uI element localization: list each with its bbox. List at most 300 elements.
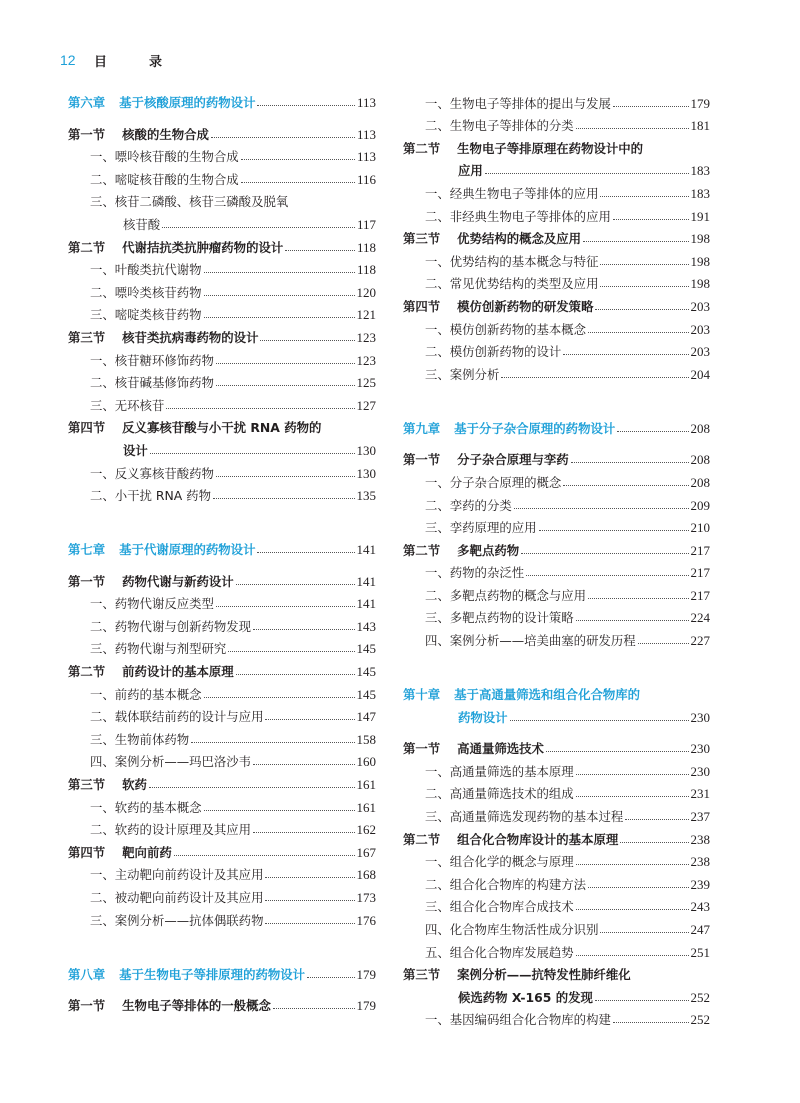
entry-title: 四、化合物库生物活性成分识别 <box>425 922 599 937</box>
entry-title: 三、高通量筛选发现药物的基本过程 <box>425 809 624 825</box>
entry-title: 四、案例分析——培美曲塞的研发历程 <box>425 633 636 649</box>
entry-title: 模仿创新药物的研发策略 <box>457 298 594 314</box>
entry-title: 代谢拮抗类抗肿瘤药物的设计 <box>122 239 284 255</box>
entry-page-number: 161 <box>356 777 376 793</box>
entry-label <box>90 353 214 368</box>
entry-label <box>123 443 148 458</box>
entry-label <box>425 565 524 580</box>
entry-title: 二、药物代谢与创新药物发现 <box>90 618 252 634</box>
entry-page-number: 208 <box>690 474 710 490</box>
entry-label <box>90 398 164 413</box>
dot-leader <box>265 877 354 878</box>
entry-label <box>425 588 586 603</box>
spacer <box>403 648 710 680</box>
entry-number: 第九章 <box>403 420 441 436</box>
entry-page-number: 130 <box>356 442 376 458</box>
entry-page-number: 198 <box>690 276 710 292</box>
entry-label <box>90 732 189 747</box>
spacer <box>68 110 376 119</box>
entry-label <box>90 913 263 928</box>
toc-subsection-entry[interactable] <box>403 467 710 490</box>
entry-label <box>458 163 483 178</box>
toc-subsection-entry[interactable] <box>403 801 710 824</box>
entry-label <box>68 95 255 110</box>
toc-subsection-entry[interactable] <box>403 756 710 779</box>
toc-subsection-entry[interactable] <box>68 792 376 815</box>
toc-subsection-entry[interactable] <box>68 724 376 747</box>
entry-title: 一、分子杂合原理的概念 <box>425 474 562 490</box>
entry-title: 药物代谢与新药设计 <box>122 573 234 589</box>
entry-title: 三、生物前体药物 <box>90 731 190 747</box>
entry-page-number: 181 <box>690 118 710 134</box>
toc-section-entry[interactable] <box>68 232 376 255</box>
entry-page-number: 143 <box>356 618 376 634</box>
dot-leader <box>191 742 354 743</box>
entry-title: 三、无环核苷 <box>90 397 165 413</box>
dot-leader <box>576 864 689 865</box>
entry-title: 二、软药的设计原理及其应用 <box>90 822 252 838</box>
entry-page-number: 238 <box>690 854 710 870</box>
entry-label <box>123 217 160 232</box>
dot-leader <box>600 932 688 933</box>
entry-page-number: 145 <box>356 686 376 702</box>
entry-page-number: 123 <box>356 329 376 345</box>
entry-title: 三、孪药原理的应用 <box>425 520 537 536</box>
entry-number: 第四节 <box>68 844 106 860</box>
entry-number: 第二节 <box>403 542 441 558</box>
entry-title: 设计 <box>123 442 148 458</box>
toc-subsection-entry[interactable] <box>403 513 710 536</box>
entry-title: 前药设计的基本原理 <box>122 664 234 680</box>
toc-subsection-entry[interactable] <box>68 679 376 702</box>
toc-subsection-entry[interactable] <box>403 359 710 382</box>
toc-subsection-entry[interactable] <box>403 892 710 915</box>
page-header <box>60 50 162 70</box>
dot-leader <box>600 286 688 287</box>
entry-title: 一、经典生物电子等排体的应用 <box>425 185 599 201</box>
dot-leader <box>257 105 355 106</box>
toc-entry-continuation[interactable] <box>403 156 710 179</box>
toc-subsection-entry[interactable] <box>68 277 376 300</box>
entry-title: 三、案例分析 <box>425 366 500 382</box>
toc-subsection-entry[interactable] <box>403 1005 710 1028</box>
toc-chapter-entry[interactable] <box>403 414 710 436</box>
entry-title: 一、生物电子等排体的提出与发展 <box>425 95 611 111</box>
entry-page-number: 168 <box>356 867 376 883</box>
entry-label <box>425 633 636 648</box>
dot-leader <box>501 377 688 378</box>
entry-label <box>90 867 263 882</box>
entry-page-number: 141 <box>356 542 376 558</box>
entry-title: 一、叶酸类抗代谢物 <box>90 262 202 278</box>
entry-page-number: 127 <box>356 397 376 413</box>
entry-page-number: 179 <box>356 998 376 1014</box>
toc-subsection-entry[interactable] <box>403 88 710 111</box>
entry-label <box>68 777 147 792</box>
dot-leader <box>307 977 354 978</box>
dot-leader <box>576 909 689 910</box>
toc-right-column <box>403 88 710 1027</box>
dot-leader <box>546 751 689 752</box>
entry-page-number: 238 <box>690 831 710 847</box>
toc-subsection-entry[interactable] <box>68 345 376 368</box>
entry-title: 优势结构的概念及应用 <box>457 231 582 247</box>
entry-title: 一、组合化学的概念与原理 <box>425 854 574 870</box>
toc-subsection-entry[interactable] <box>68 634 376 657</box>
entry-title: 三、案例分析——抗体偶联药物 <box>90 912 264 928</box>
dot-leader <box>211 137 355 138</box>
entry-page-number: 173 <box>356 890 376 905</box>
toc-subsection-entry[interactable] <box>68 300 376 323</box>
toc-subsection-entry[interactable] <box>68 589 376 612</box>
dot-leader <box>265 923 354 924</box>
entry-title: 二、载体联结前药的设计与应用 <box>90 709 264 725</box>
toc-subsection-entry[interactable] <box>403 201 710 224</box>
entry-number: 第四节 <box>403 298 441 314</box>
dot-leader <box>204 272 355 273</box>
toc-chapter-continuation[interactable] <box>403 702 710 725</box>
dot-leader <box>613 1022 689 1023</box>
dot-leader <box>571 462 689 463</box>
entry-page-number: 247 <box>690 922 710 937</box>
entry-label <box>425 96 611 111</box>
entry-title: 二、小干扰 RNA 药物 <box>90 488 211 504</box>
dot-leader <box>576 620 689 621</box>
entry-title: 一、核苷糖环修饰药物 <box>90 352 214 368</box>
toc-subsection-entry[interactable] <box>403 937 710 960</box>
toc-subsection-entry[interactable] <box>403 111 710 134</box>
toc-subsection-entry[interactable] <box>403 178 710 201</box>
entry-number: 第二节 <box>403 140 441 156</box>
toc-subsection-entry[interactable] <box>68 747 376 770</box>
entry-page-number: 224 <box>690 610 710 626</box>
toc-subsection-entry[interactable] <box>403 580 710 603</box>
toc-subsection-entry[interactable] <box>403 869 710 892</box>
entry-title: 核酸的生物合成 <box>122 126 209 142</box>
entry-title: 组合化合物库设计的基本原理 <box>457 831 619 847</box>
dot-leader <box>253 629 354 630</box>
entry-title: 三、药物代谢与剂型研究 <box>90 641 227 657</box>
dot-leader <box>485 173 689 174</box>
entry-label <box>425 945 574 960</box>
entry-title: 基于高通量筛选和组合化合物库的 <box>454 687 641 703</box>
entry-label <box>90 285 202 300</box>
toc-chapter-entry[interactable] <box>403 680 710 702</box>
entry-title: 高通量筛选技术 <box>457 741 544 757</box>
dot-leader <box>588 332 688 333</box>
entry-number: 第十章 <box>403 687 441 703</box>
entry-page-number: 118 <box>356 239 376 255</box>
entry-number: 第二节 <box>68 664 106 680</box>
entry-title: 一、药物的杂泛性 <box>425 565 525 581</box>
entry-title: 生物电子等排体的一般概念 <box>122 998 271 1014</box>
entry-page-number: 230 <box>690 741 710 757</box>
toc-section-entry[interactable] <box>68 837 376 860</box>
entry-label <box>425 877 586 892</box>
entry-page-number: 198 <box>690 231 710 247</box>
toc-subsection-entry[interactable] <box>403 269 710 292</box>
toc-section-entry[interactable] <box>403 960 710 983</box>
entry-number: 第二节 <box>68 239 106 255</box>
entry-number: 第三节 <box>68 777 106 793</box>
entry-label <box>68 998 271 1013</box>
entry-page-number: 230 <box>690 763 710 779</box>
dot-leader <box>285 250 355 251</box>
entry-title: 一、嘌呤核苷酸的生物合成 <box>90 149 239 165</box>
entry-page-number: 252 <box>690 1012 710 1028</box>
entry-title: 一、主动靶向前药设计及其应用 <box>90 867 264 883</box>
entry-label <box>90 262 202 277</box>
toc-subsection-entry[interactable] <box>403 847 710 870</box>
entry-page-number: 160 <box>356 754 376 770</box>
entry-label <box>90 488 211 503</box>
toc-subsection-entry[interactable] <box>403 314 710 337</box>
toc-section-entry[interactable] <box>68 991 376 1014</box>
entry-page-number: 120 <box>356 284 376 300</box>
toc-chapter-entry[interactable] <box>68 960 376 982</box>
entry-page-number: 191 <box>690 208 710 224</box>
dot-leader <box>510 720 689 721</box>
entry-page-number: 198 <box>690 253 710 269</box>
toc-subsection-entry[interactable] <box>68 255 376 278</box>
entry-page-number: 161 <box>356 799 376 815</box>
entry-title: 一、优势结构的基本概念与特征 <box>425 253 599 269</box>
toc-entry-continuation[interactable] <box>68 435 376 458</box>
entry-label <box>90 754 251 769</box>
entry-label <box>90 709 263 724</box>
toc-subsection-entry[interactable] <box>68 702 376 725</box>
entry-title: 三、核苷二磷酸、核苷三磷酸及脱氧 <box>90 194 289 210</box>
entry-label <box>68 240 283 255</box>
dot-leader <box>588 598 688 599</box>
entry-label <box>403 832 618 847</box>
entry-page-number: 217 <box>690 587 710 603</box>
spacer <box>403 725 710 734</box>
spacer <box>68 503 376 535</box>
entry-page-number: 145 <box>356 664 376 680</box>
entry-label <box>403 452 569 467</box>
entry-title: 五、组合化合物库发展趋势 <box>425 944 574 960</box>
dot-leader <box>514 508 689 509</box>
entry-label <box>425 610 574 625</box>
entry-label <box>425 809 623 824</box>
entry-page-number: 227 <box>690 633 710 649</box>
entry-title: 靶向前药 <box>122 844 172 860</box>
dot-leader <box>265 900 354 901</box>
toc-subsection-entry[interactable] <box>68 611 376 634</box>
entry-label <box>68 542 255 557</box>
toc-section-entry[interactable] <box>68 769 376 792</box>
entry-title: 二、多靶点药物的概念与应用 <box>425 587 587 603</box>
entry-label <box>403 967 631 982</box>
entry-label <box>68 845 172 860</box>
toc-subsection-entry[interactable] <box>68 882 376 905</box>
entry-label <box>425 186 598 201</box>
toc-subsection-entry[interactable] <box>68 390 376 413</box>
entry-title: 基于代谢原理的药物设计 <box>119 542 256 558</box>
entry-label <box>458 990 593 1005</box>
entry-page-number: 116 <box>356 171 376 187</box>
toc-section-entry[interactable] <box>403 824 710 847</box>
entry-label <box>68 967 305 982</box>
toc-section-entry[interactable] <box>68 656 376 679</box>
entry-label <box>425 854 574 869</box>
toc-subsection-entry[interactable] <box>403 914 710 937</box>
dot-leader <box>216 606 355 607</box>
dot-leader <box>204 317 355 318</box>
entry-page-number: 121 <box>356 307 376 323</box>
entry-number: 第六章 <box>68 95 106 110</box>
entry-page-number: 237 <box>690 809 710 825</box>
entry-label <box>90 466 214 481</box>
entry-number: 第二节 <box>403 831 441 847</box>
entry-label <box>425 475 561 490</box>
entry-page-number: 208 <box>690 420 710 436</box>
entry-title: 一、模仿创新药物的基本概念 <box>425 321 587 337</box>
entry-page-number: 141 <box>356 573 376 589</box>
entry-label <box>68 330 258 345</box>
dot-leader <box>166 408 354 409</box>
entry-label <box>425 254 598 269</box>
entry-page-number: 113 <box>356 126 376 142</box>
toc-subsection-entry[interactable] <box>68 458 376 481</box>
entry-number: 第一节 <box>403 452 441 468</box>
toc-subsection-entry[interactable] <box>68 481 376 504</box>
entry-label <box>90 307 202 322</box>
toc-section-entry[interactable] <box>68 322 376 345</box>
toc-subsection-entry[interactable] <box>403 337 710 360</box>
entry-page-number: 176 <box>356 912 376 928</box>
toc-section-entry[interactable] <box>68 413 376 436</box>
toc-subsection-entry[interactable] <box>403 779 710 802</box>
dot-leader <box>213 498 355 499</box>
entry-page-number: 252 <box>690 989 710 1005</box>
dot-leader <box>600 196 688 197</box>
entry-page-number: 217 <box>690 542 710 558</box>
entry-title: 基于核酸原理的药物设计 <box>119 95 256 110</box>
toc-subsection-entry[interactable] <box>68 368 376 391</box>
toc-chapter-entry[interactable] <box>68 535 376 557</box>
entry-title: 核苷类抗病毒药物的设计 <box>122 329 259 345</box>
toc-section-entry[interactable] <box>68 119 376 142</box>
dot-leader <box>638 643 689 644</box>
toc-subsection-entry[interactable] <box>68 860 376 883</box>
toc-entry-continuation[interactable] <box>403 982 710 1005</box>
toc-subsection-entry[interactable] <box>68 815 376 838</box>
entry-page-number: 162 <box>356 822 376 838</box>
toc-section-entry[interactable] <box>403 535 710 558</box>
entry-page-number: 203 <box>690 321 710 337</box>
entry-title: 二、孪药的分类 <box>425 497 512 513</box>
toc-chapter-entry[interactable] <box>68 88 376 110</box>
toc-entry-continuation[interactable] <box>68 209 376 232</box>
entry-label <box>68 127 209 142</box>
entry-title: 二、非经典生物电子等排体的应用 <box>425 208 611 224</box>
entry-label <box>425 118 574 133</box>
entry-label <box>90 822 251 837</box>
toc-section-entry[interactable] <box>403 224 710 247</box>
entry-label <box>90 687 202 702</box>
entry-label <box>458 710 508 725</box>
dot-leader <box>588 887 688 888</box>
entry-label <box>425 922 598 937</box>
entry-page-number: 135 <box>356 488 376 504</box>
entry-title: 一、高通量筛选的基本原理 <box>425 763 574 779</box>
dot-leader <box>204 810 355 811</box>
toc-section-entry[interactable] <box>403 734 710 757</box>
entry-title: 三、组合化合物库合成技术 <box>425 899 574 915</box>
entry-title: 二、模仿创新药物的设计 <box>425 344 562 360</box>
entry-title: 生物电子等排原理在药物设计中的 <box>457 140 644 156</box>
toc-subsection-entry[interactable] <box>403 246 710 269</box>
header-title-char-2: 录 <box>149 54 163 70</box>
toc-subsection-entry[interactable] <box>68 164 376 187</box>
entry-number: 第三节 <box>403 967 441 983</box>
dot-leader <box>260 340 354 341</box>
entry-page-number: 141 <box>356 596 376 612</box>
entry-title: 二、嘧啶核苷酸的生物合成 <box>90 171 239 187</box>
spacer <box>403 436 710 445</box>
toc-subsection-entry[interactable] <box>68 905 376 928</box>
entry-label <box>425 276 598 291</box>
entry-title: 核苷酸 <box>123 216 161 232</box>
toc-section-entry[interactable] <box>403 291 710 314</box>
entry-page-number: 239 <box>690 876 710 892</box>
toc-section-entry[interactable] <box>403 133 710 156</box>
entry-label <box>403 231 581 246</box>
dot-leader <box>265 719 354 720</box>
entry-label <box>90 800 202 815</box>
entry-number: 第八章 <box>68 966 106 982</box>
spacer <box>403 382 710 414</box>
dot-leader <box>216 363 355 364</box>
entry-title: 三、嘧啶类核苷药物 <box>90 307 202 323</box>
toc-subsection-entry[interactable] <box>68 187 376 210</box>
entry-title: 三、多靶点药物的设计策略 <box>425 610 574 626</box>
entry-page-number: 125 <box>356 375 376 391</box>
toc-subsection-entry[interactable] <box>403 625 710 648</box>
entry-label <box>425 1012 611 1027</box>
entry-label <box>403 141 643 156</box>
dot-leader <box>620 842 688 843</box>
entry-label <box>425 367 499 382</box>
toc-subsection-entry[interactable] <box>403 490 710 513</box>
dot-leader <box>613 219 689 220</box>
entry-page-number: 208 <box>690 452 710 468</box>
dot-leader <box>204 697 355 698</box>
entry-label <box>90 375 214 390</box>
toc-section-entry[interactable] <box>68 566 376 589</box>
toc-subsection-entry[interactable] <box>403 603 710 626</box>
toc-subsection-entry[interactable] <box>403 558 710 581</box>
entry-page-number: 231 <box>690 786 710 802</box>
entry-label <box>425 209 611 224</box>
dot-leader <box>149 787 355 788</box>
dot-leader <box>241 182 355 183</box>
toc-section-entry[interactable] <box>403 445 710 468</box>
entry-page-number: 217 <box>690 565 710 581</box>
dot-leader <box>236 674 355 675</box>
entry-page-number: 203 <box>690 344 710 360</box>
entry-label <box>425 764 574 779</box>
spacer <box>68 557 376 566</box>
entry-page-number: 145 <box>356 641 376 657</box>
toc-subsection-entry[interactable] <box>68 142 376 165</box>
entry-number: 第一节 <box>403 741 441 757</box>
entry-title: 软药 <box>122 777 147 793</box>
dot-leader <box>204 295 355 296</box>
spacer <box>68 982 376 991</box>
